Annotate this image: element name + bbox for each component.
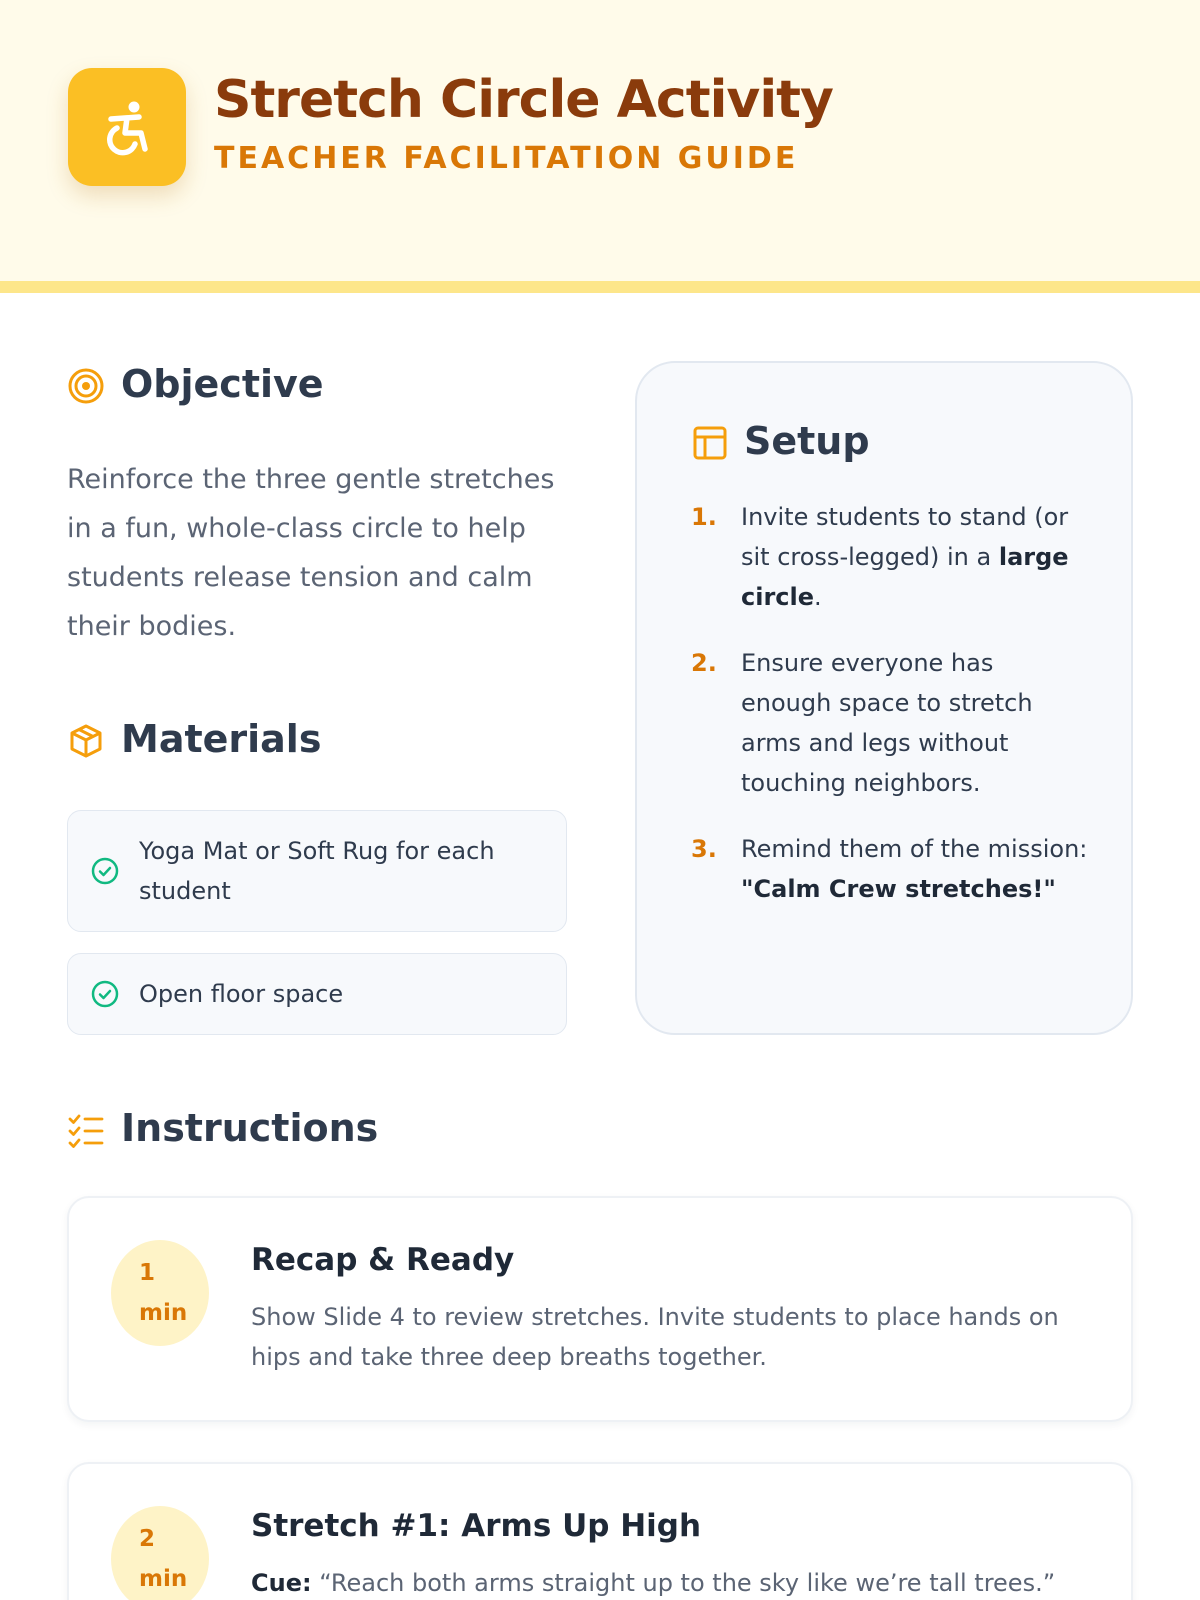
layout-icon xyxy=(692,425,728,461)
page-title: Stretch Circle Activity xyxy=(214,70,833,130)
instructions-heading: Instructions xyxy=(121,1106,379,1150)
setup-item-emphasis: "Calm Crew stretches!" xyxy=(741,875,1056,903)
objective-text: Reinforce the three gentle stretches in a fun, whole-class circle to help students release tension and calm their bodies. xyxy=(67,464,555,642)
accessibility-icon xyxy=(68,68,186,186)
step-title: Recap & Ready xyxy=(251,1242,515,1278)
material-text: Open floor space xyxy=(139,980,344,1008)
time-badge xyxy=(111,1240,209,1346)
time-badge-unit: min xyxy=(139,1300,188,1326)
material-item xyxy=(67,953,567,1035)
time-badge-number: 2 xyxy=(139,1526,156,1552)
time-badge-number: 1 xyxy=(139,1260,156,1286)
setup-item-number: 1. xyxy=(691,503,717,531)
target-icon xyxy=(67,367,105,405)
check-circle-icon xyxy=(90,979,120,1013)
setup-item-number: 3. xyxy=(691,835,717,863)
page-header xyxy=(0,0,1200,293)
check-circle-icon xyxy=(90,856,120,890)
setup-item-emphasis: large circle xyxy=(741,543,1069,611)
setup-item-text-end: . xyxy=(814,583,822,611)
materials-heading: Materials xyxy=(121,717,322,761)
time-badge xyxy=(111,1506,209,1600)
step-text xyxy=(251,1563,1071,1600)
setup-card xyxy=(635,361,1133,1035)
setup-list xyxy=(691,497,1091,935)
instruction-step xyxy=(67,1196,1133,1422)
box-icon xyxy=(67,722,105,760)
checklist-icon xyxy=(67,1112,105,1150)
setup-item xyxy=(691,497,1091,617)
setup-item-text: Remind them of the mission: xyxy=(741,835,1088,863)
step-cue-label: Cue: xyxy=(251,1569,312,1597)
step-title: Stretch #1: Arms Up High xyxy=(251,1508,702,1544)
setup-heading: Setup xyxy=(744,419,870,463)
setup-item-text: Invite students to stand (or sit cross-legged) in a xyxy=(741,503,1069,571)
step-text: Show Slide 4 to review stretches. Invite students to place hands on hips and take three deep breaths together. xyxy=(251,1303,1059,1371)
setup-item xyxy=(691,643,1091,803)
step-cue-text: “Reach both arms straight up to the sky like we’re tall trees.” xyxy=(311,1569,1056,1597)
setup-item-text: Ensure everyone has enough space to stretch arms and legs without touching neighbors. xyxy=(741,649,1033,797)
material-text: Yoga Mat or Soft Rug for each student xyxy=(139,837,495,905)
setup-item xyxy=(691,829,1091,909)
instruction-step xyxy=(67,1462,1133,1600)
material-item xyxy=(67,810,567,932)
time-badge-unit: min xyxy=(139,1566,188,1592)
page-subtitle: TEACHER FACILITATION GUIDE xyxy=(214,141,799,176)
objective-heading: Objective xyxy=(121,362,324,406)
setup-item-number: 2. xyxy=(691,649,717,677)
